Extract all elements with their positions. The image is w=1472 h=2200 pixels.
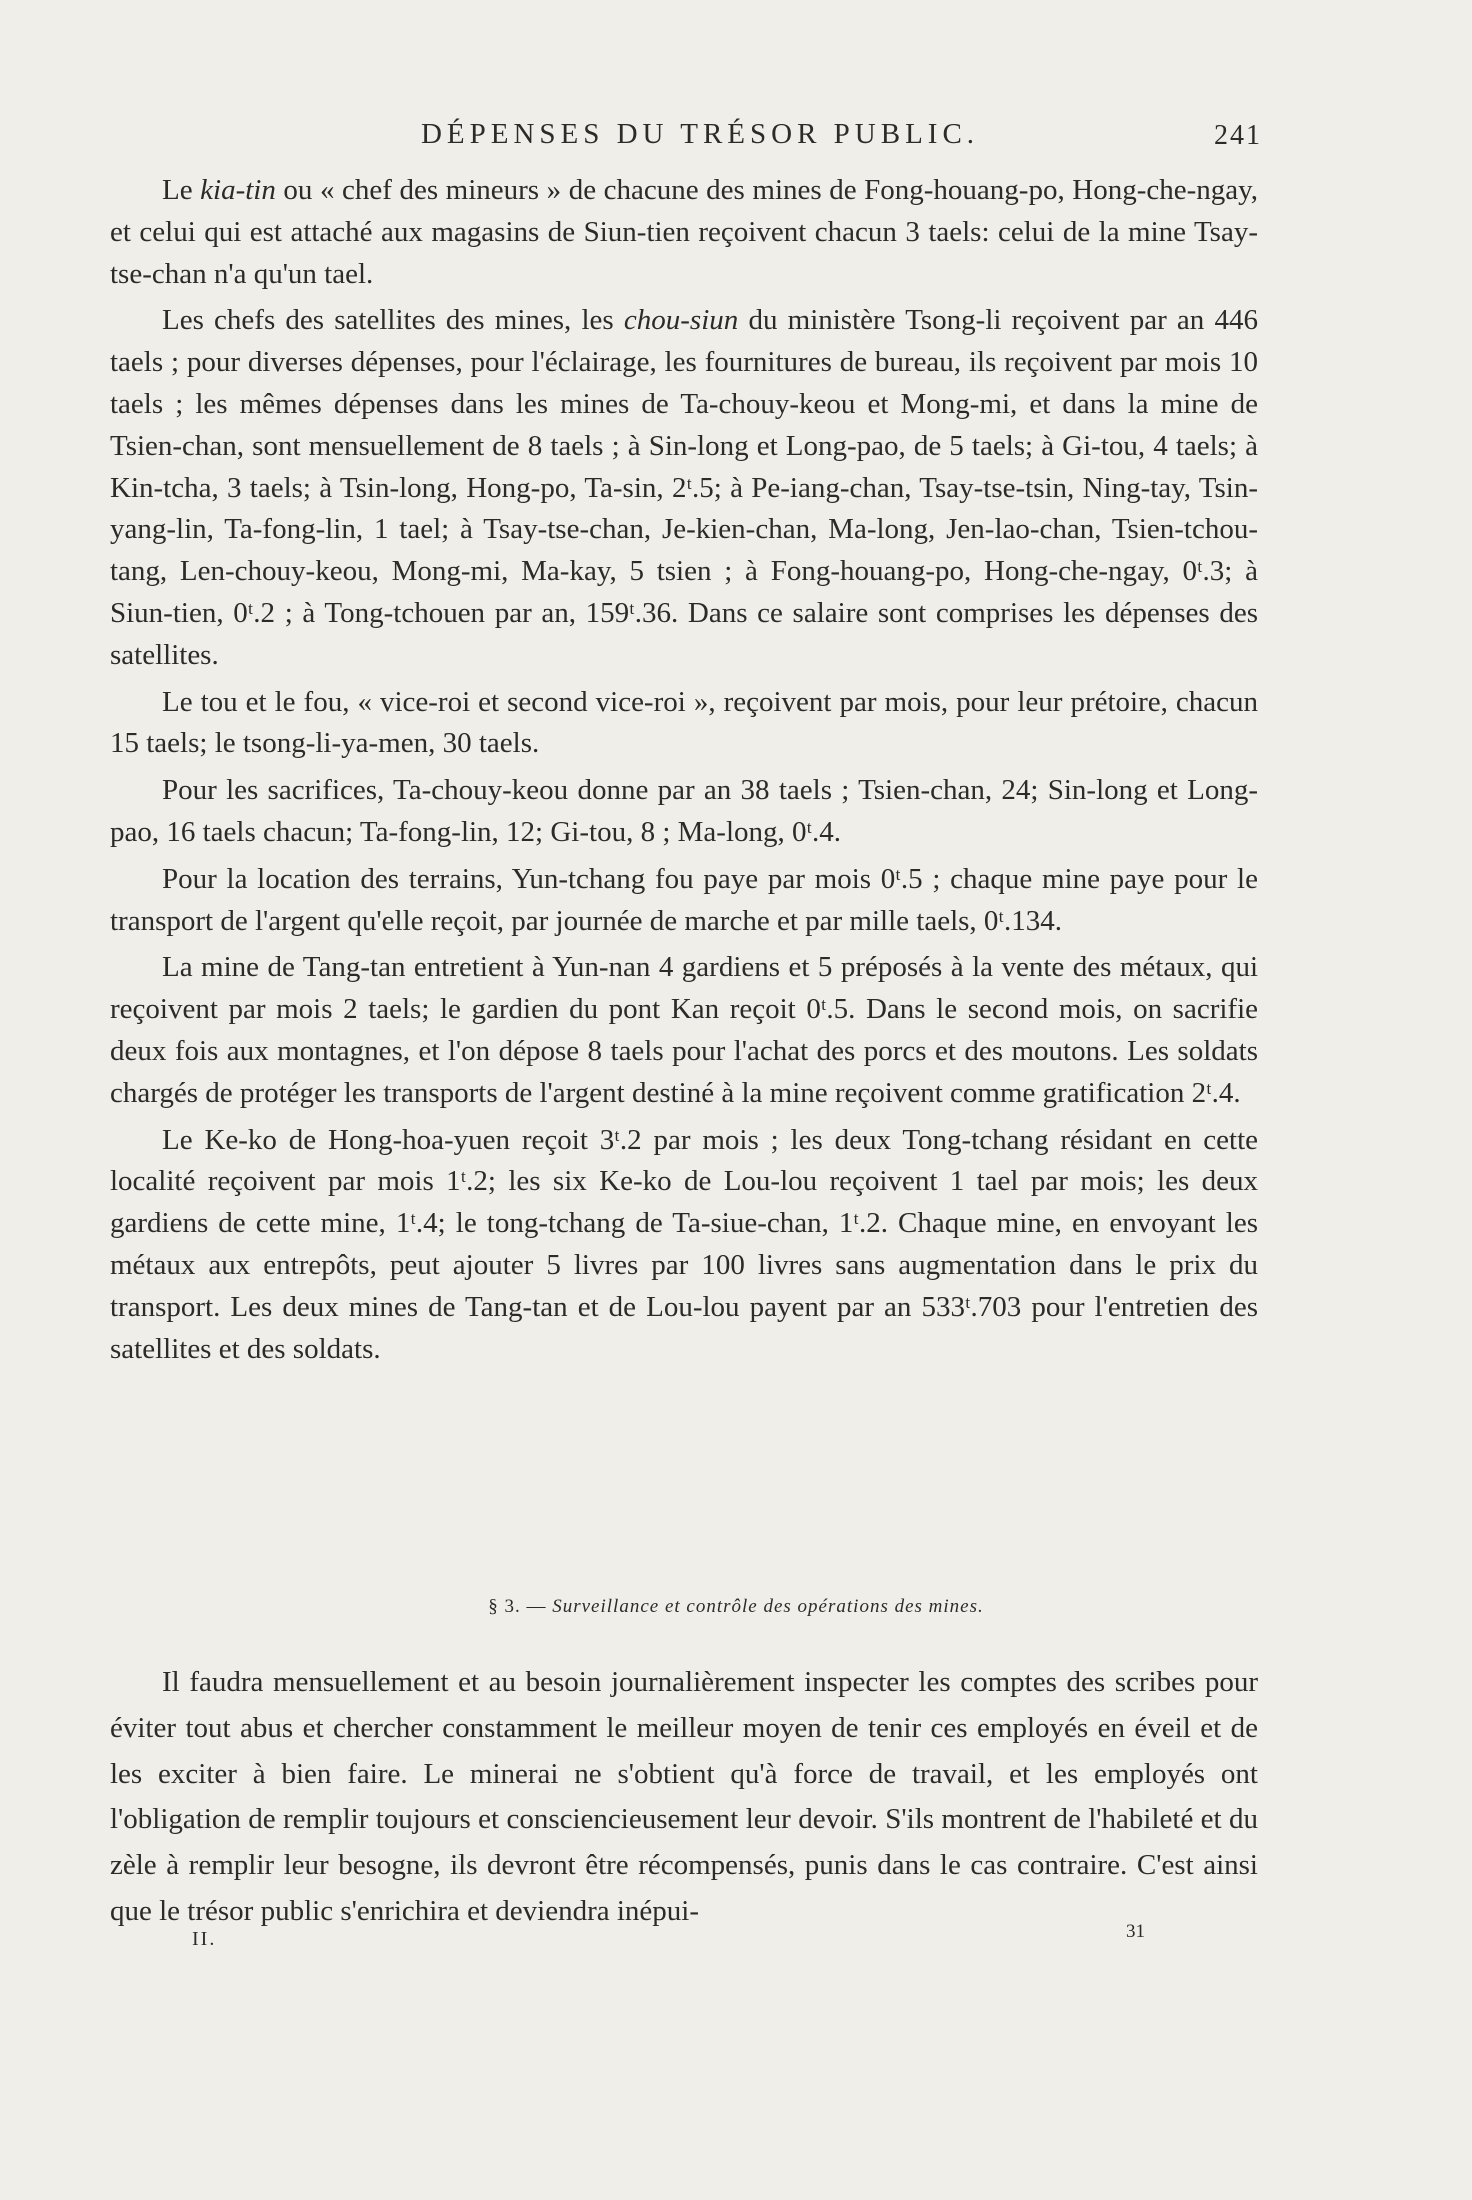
page-number: 241 xyxy=(1214,120,1262,151)
section-number: § 3. — xyxy=(488,1596,547,1617)
paragraph: La mine de Tang-tan entretient à Yun-nan 4 gardiens et 5 préposés à la vente des métaux, qui reçoivent par mois 2 taels; le gardien du pont Kan reçoit 0ᵗ.5. Dans le second mois, on sacrifie deux fois aux montagnes, et l'on dépose 8 taels pour l'achat des porcs et des moutons. Les soldats chargés de protéger les transports de l'argent destiné à la mine reçoivent comme gratification 2ᵗ.4. xyxy=(110,951,1258,1109)
section-text xyxy=(110,1660,1258,1935)
main-text xyxy=(110,170,1258,1370)
paragraph: Pour la location des terrains, Yun-tchang fou paye par mois 0ᵗ.5 ; chaque mine paye pour le transport de l'argent qu'elle reçoit, par journée de marche et par mille taels, 0ᵗ.134. xyxy=(110,862,1258,937)
italic-term: chou-siun xyxy=(623,304,739,337)
section-title: Surveillance et contrôle des opérations des mines. xyxy=(552,1596,984,1617)
paragraph: Les chefs des satellites des mines, les chou-siun du ministère Tsong-li reçoivent par an 446 taels ; pour diverses dépenses, pour l'éclairage, les fournitures de bureau, ils reçoivent par mois 10 taels ; les mêmes dépenses dans les mines de Ta-chouy-keou et Mong-mi, et dans la mine de Tsien-chan, sont mensuellement de 8 taels ; à Sin-long et Long-pao, de 5 taels; à Gi-tou, 4 taels; à Kin-tcha, 3 taels; à Tsin-long, Hong-po, Ta-sin, 2ᵗ.5; à Pe-iang-chan, Tsay-tse-tsin, Ning-tay, Tsin-yang-lin, Ta-fong-lin, 1 tael; à Tsay-tse-chan, Je-kien-chan, Ma-long, Jen-lao-chan, Tsien-tchou-tang, Len-chouy-keou, Mong-mi, Ma-kay, 5 tsien ; à Fong-houang-po, Hong-che-ngay, 0ᵗ.3; à Siun-tien, 0ᵗ.2 ; à Tong-tchouen par an, 159ᵗ.36. Dans ce salaire sont comprises les dépenses des satellites. xyxy=(110,304,1258,671)
paragraph: Pour les sacrifices, Ta-chouy-keou donne par an 38 taels ; Tsien-chan, 24; Sin-long et Long-pao, 16 taels chacun; Ta-fong-lin, 12; Gi-tou, 8 ; Ma-long, 0ᵗ.4. xyxy=(110,774,1258,848)
italic-term: kia-tin xyxy=(200,174,276,206)
signature-mark: II. xyxy=(192,1928,217,1950)
paragraph: Le tou et le fou, « vice-roi et second vice-roi », reçoivent par mois, pour leur prétoire, chacun 15 taels; le tsong-li-ya-men, 30 taels. xyxy=(110,685,1258,760)
paragraph: Il faudra mensuellement et au besoin journalièrement inspecter les comptes des scribes pour éviter tout abus et chercher constamment le meilleur moyen de tenir ces employés en éveil et de les exciter à bien faire. Le minerai ne s'obtient qu'à force de travail, et les employés ont l'obligation de remplir toujours et consciencieusement leur devoir. S'ils montrent de l'habileté et du zèle à remplir leur besogne, ils devront être récompensés, punis dans le cas contraire. C'est ainsi que le trésor public s'enrichira et deviendra inépui- xyxy=(110,1666,1258,1927)
running-title: DÉPENSES DU TRÉSOR PUBLIC. xyxy=(420,118,980,150)
section-heading xyxy=(0,1596,1472,1618)
paragraph: Le Ke-ko de Hong-hoa-yuen reçoit 3ᵗ.2 par mois ; les deux Tong-tchang résidant en cette localité reçoivent par mois 1ᵗ.2; les six Ke-ko de Lou-lou reçoivent 1 tael par mois; les deux gardiens de cette mine, 1ᵗ.4; le tong-tchang de Ta-siue-chan, 1ᵗ.2. Chaque mine, en envoyant les métaux aux entrepôts, peut ajouter 5 livres par 100 livres sans augmentation dans le prix du transport. Les deux mines de Tang-tan et de Lou-lou payent par an 533ᵗ.703 pour l'entretien des satellites et des soldats. xyxy=(110,1123,1258,1365)
sheet-number: 31 xyxy=(1126,1921,1145,1942)
paragraph: Le kia-tin ou « chef des mineurs » de chacune des mines de Fong-houang-po, Hong-che-ngay, et celui qui est attaché aux magasins de Siun-tien reçoivent chacun 3 taels: celui de la mine Tsay-tse-chan n'a qu'un tael. xyxy=(110,174,1258,290)
